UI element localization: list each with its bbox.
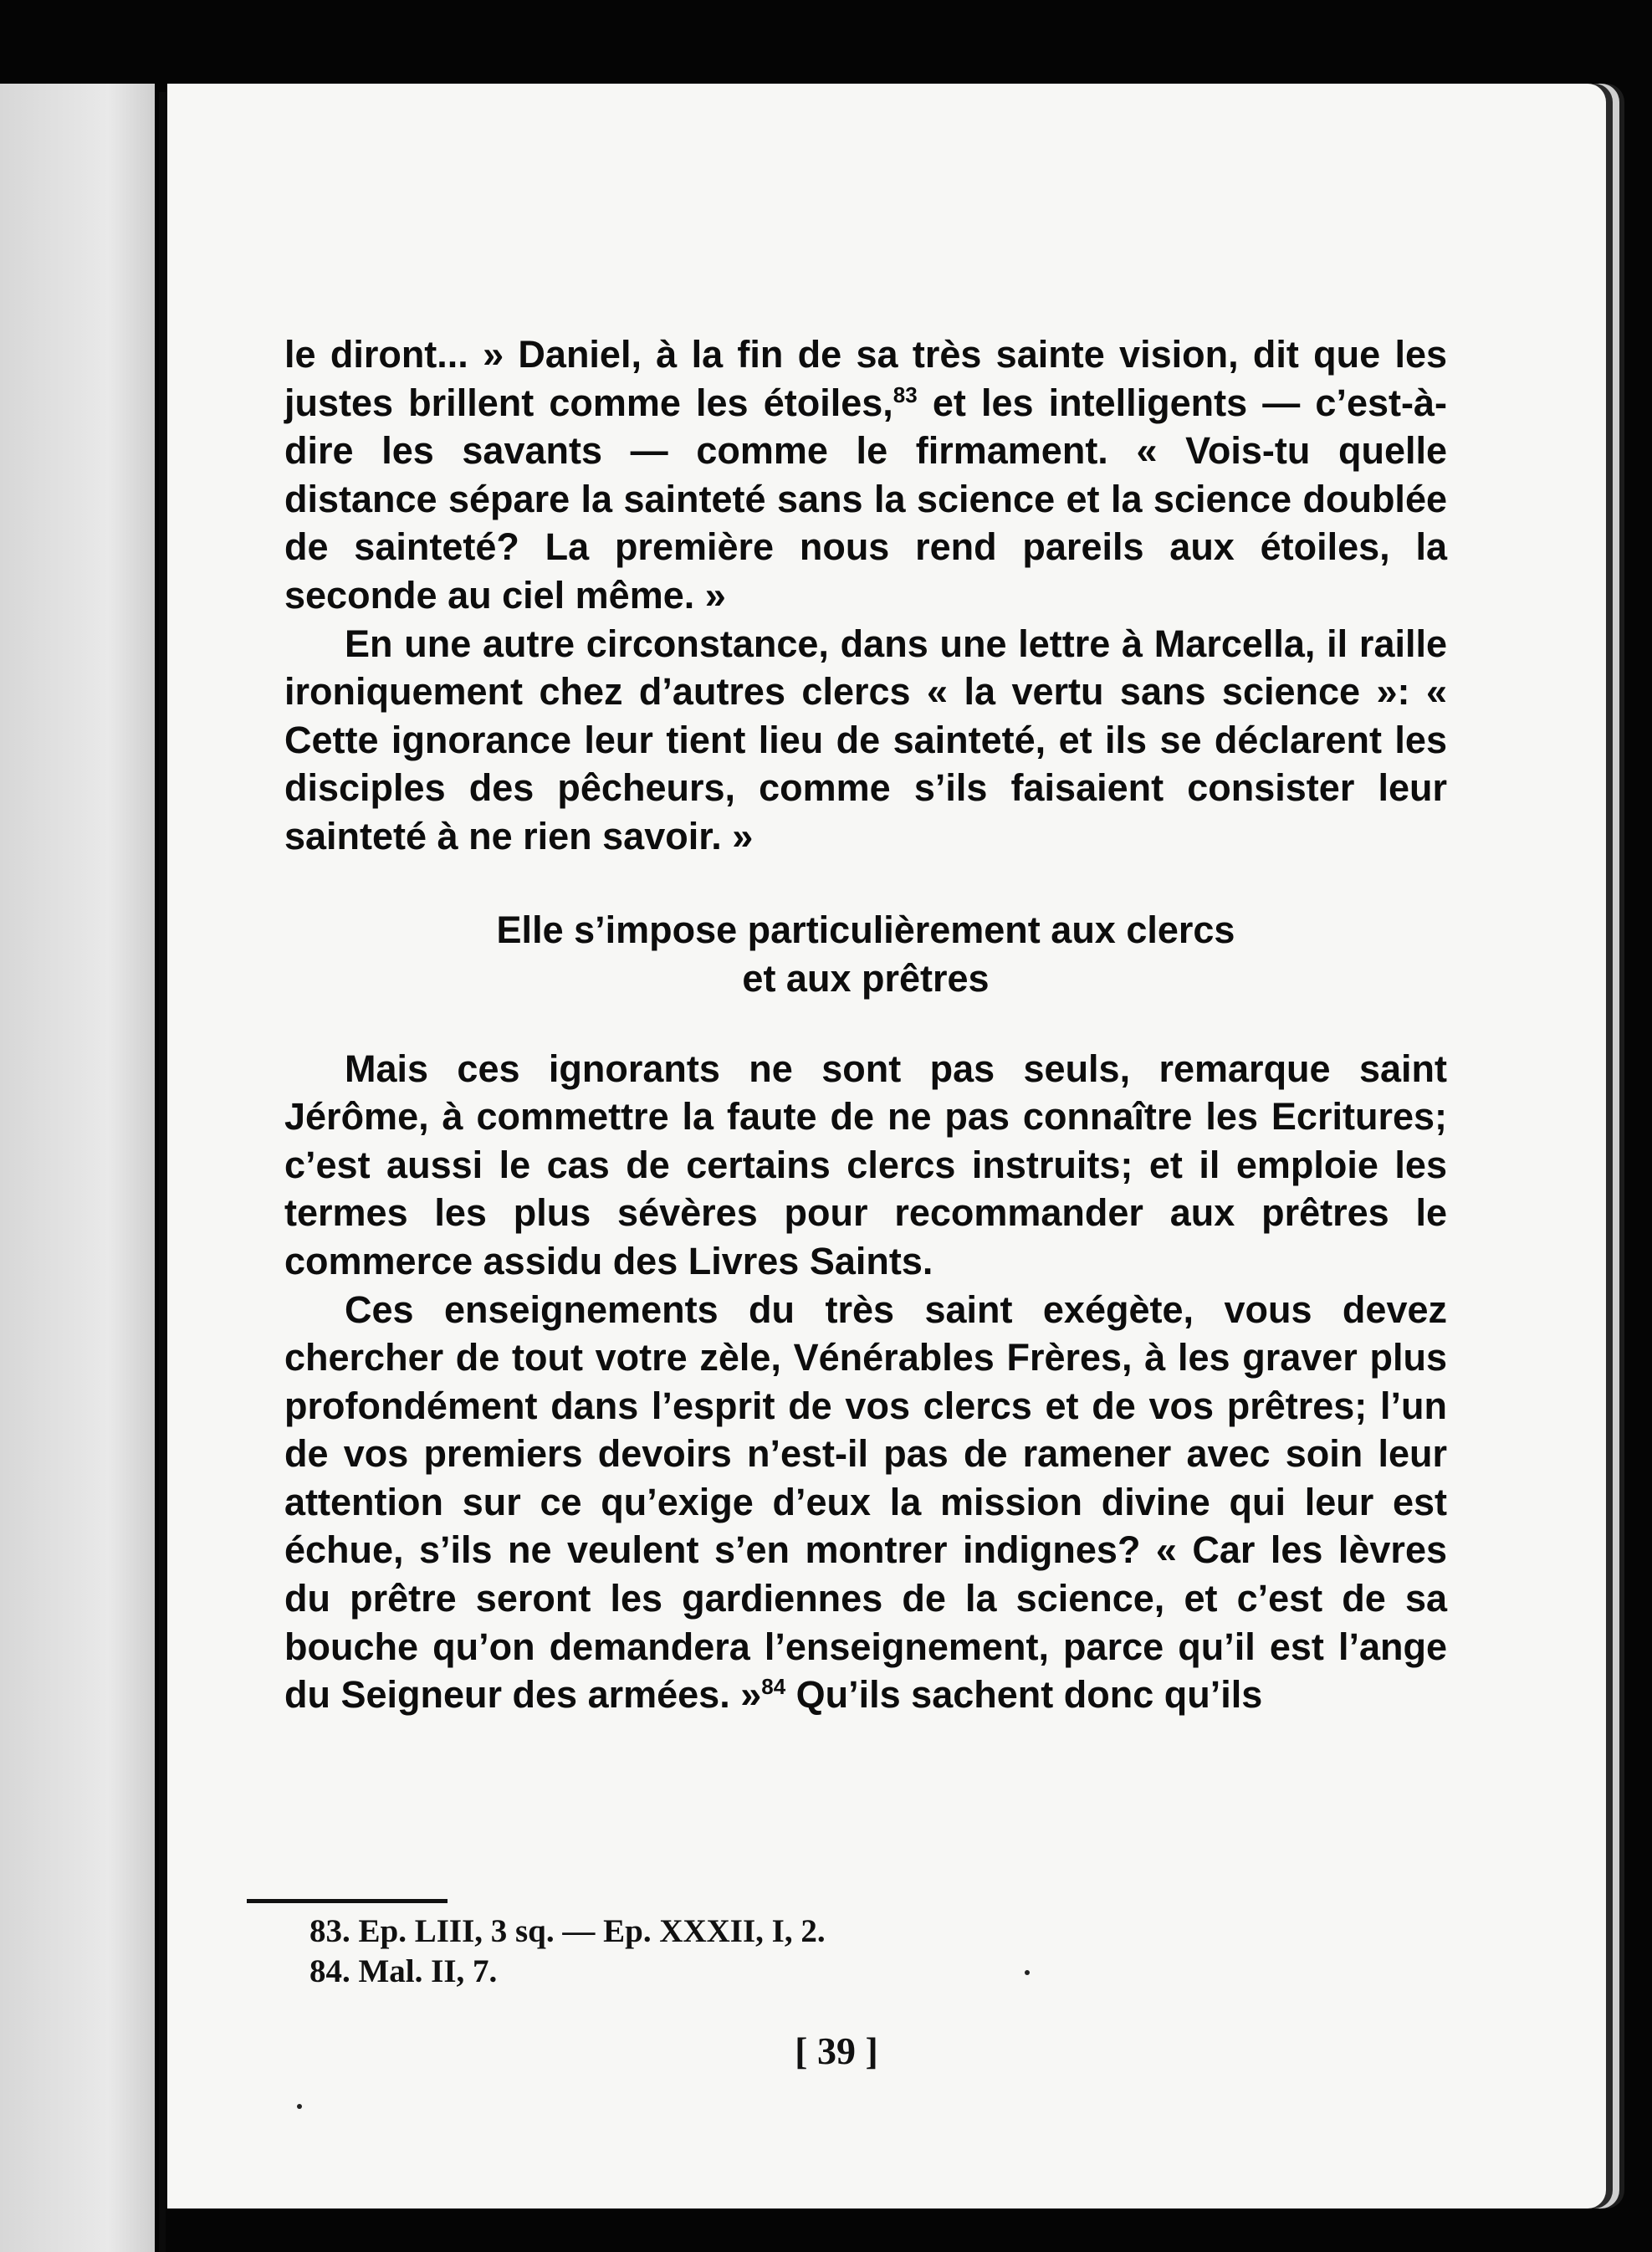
paragraph-4-text-after: Qu’ils sachent donc qu’ils bbox=[785, 1673, 1263, 1717]
section-heading-line-1: Elle s’impose particulièrement aux clercs bbox=[496, 908, 1235, 951]
footnote-divider bbox=[247, 1899, 448, 1903]
scan-speck bbox=[297, 2104, 302, 2109]
section-heading bbox=[284, 906, 1447, 1003]
paragraph-2: En une autre circonstance, dans une lettre à Marcella, il raille ironiquement chez d’autres clercs « la vertu sans science »: « Cette ignorance leur tient lieu de sainteté, et ils se déclarent les disciples des pêcheurs, comme s’ils faisaient consister leur sainteté à ne rien savoir. » bbox=[284, 622, 1447, 857]
page-text bbox=[284, 330, 1447, 1719]
paragraph-1-text-after: et les intelligents — c’est-à-dire les savants — comme le firmament. « Vois-tu quelle distance sépare la sainteté sans la science et la science doublée de sainteté? La première nous rend pareils aux étoiles, la seconde au ciel même. » bbox=[284, 381, 1447, 617]
footnote-83: 83. Ep. LIII, 3 sq. — Ep. XXXII, I, 2. bbox=[309, 1913, 826, 1949]
gutter-shadow bbox=[159, 92, 166, 2252]
footnotes bbox=[309, 1912, 1062, 1992]
scan-speck bbox=[1025, 1970, 1030, 1975]
left-page-edge bbox=[0, 84, 155, 2252]
footnote-ref-83: 83 bbox=[892, 381, 918, 407]
footnote-84: 84. Mal. II, 7. bbox=[309, 1953, 498, 1989]
paragraph-3: Mais ces ignorants ne sont pas seuls, remarque saint Jérôme, à commettre la faute de ne pas connaître les Ecritures; c’est aussi le cas de certains clercs instruits; et il emploie les termes les plus sévères pour recommander aux prêtres le commerce assidu des Livres Saints. bbox=[284, 1047, 1447, 1282]
paragraph-1-text: le diront... » Daniel, à la fin de sa très sainte vision, dit que les justes brillent comme les étoiles, bbox=[284, 333, 1447, 424]
footnote-ref-84: 84 bbox=[761, 1674, 786, 1700]
page-number: [ 39 ] bbox=[795, 2029, 878, 2072]
paragraph-4-text: Ces enseignements du très saint exégète, vous devez chercher de tout votre zèle, Vénérables Frères, à les graver plus profondément dans l’esprit de vos clercs et de vos prêtres; l’un de vos premiers devoirs n’est-il pas de ramener avec soin leur attention sur ce qu’exige d’eux la mission divine qui leur est échue, s’ils ne veulent s’en montrer indignes? « Car les lèvres du prêtre seront les gardiennes de la science, et c’est de sa bouche qu’on demandera l’enseignement, parce qu’il est l’ange du Seigneur des armées. » bbox=[284, 1287, 1447, 1717]
book-page bbox=[167, 84, 1606, 2208]
paragraph-4 bbox=[284, 1286, 1447, 1719]
paragraph-1 bbox=[284, 330, 1447, 620]
section-heading-line-2: et aux prêtres bbox=[742, 956, 990, 1000]
